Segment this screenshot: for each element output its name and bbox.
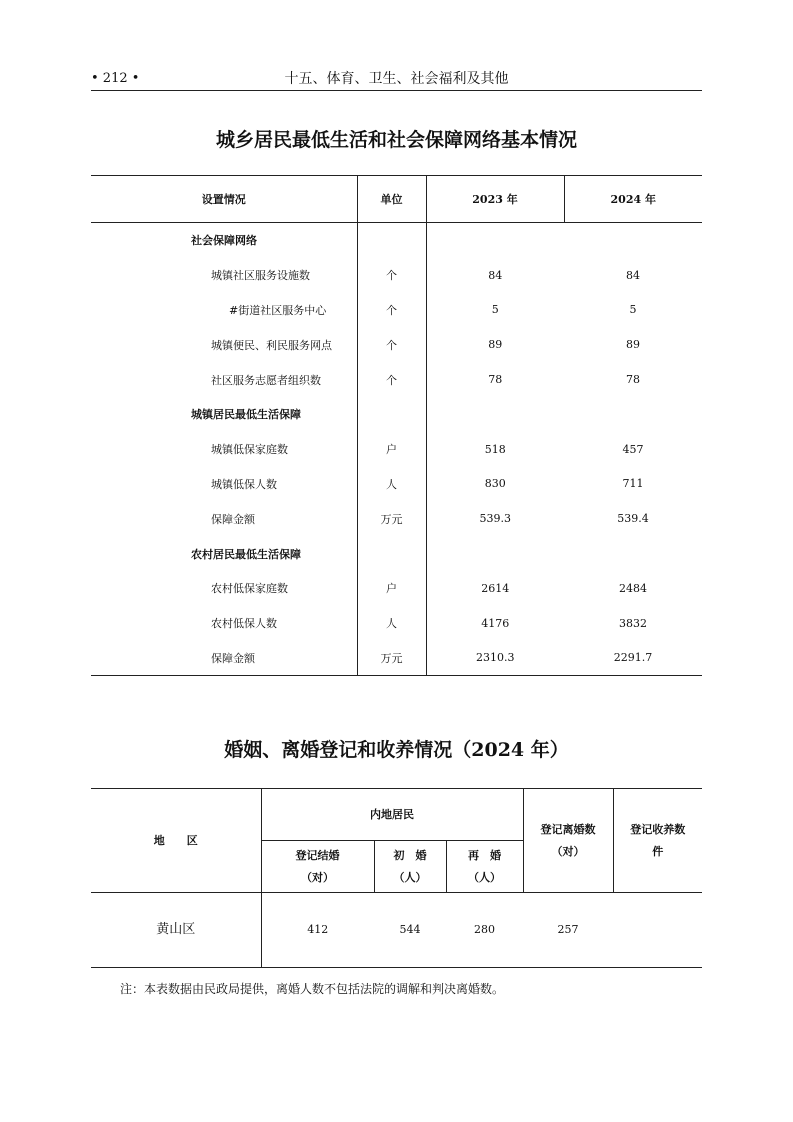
- row-2024: 539.4: [617, 512, 649, 526]
- col-header-2024: 2024 年: [564, 176, 702, 223]
- row-label: 农村低保家庭数: [91, 571, 357, 606]
- marriage-table: [91, 788, 702, 968]
- row-2023: [426, 536, 564, 571]
- col-header-region: 地 区: [91, 789, 261, 893]
- row-unit: 个: [357, 258, 426, 293]
- table-row: [91, 893, 702, 968]
- col-header-divorce: [523, 789, 613, 893]
- row-unit: 个: [357, 327, 426, 362]
- row-2024: 711: [622, 477, 644, 491]
- row-2023: 5: [491, 303, 499, 317]
- table1-header-row: [91, 176, 702, 223]
- table-row: [91, 467, 702, 502]
- row-unit: [357, 397, 426, 432]
- row-label: 保障金额: [91, 501, 357, 536]
- row-2023: 2614: [481, 581, 510, 595]
- divorce-unit: （对）: [551, 844, 585, 858]
- row-2024: 3832: [619, 616, 647, 630]
- cell-divorce: 257: [557, 923, 579, 936]
- row-label: 城镇低保家庭数: [91, 432, 357, 467]
- col-header-2023: 2023 年: [426, 176, 564, 223]
- first-marriage-label: 初 婚: [393, 848, 427, 862]
- row-2024: 84: [626, 268, 640, 282]
- row-2023: [426, 397, 564, 432]
- row-unit: 户: [357, 571, 426, 606]
- table-row: [91, 397, 702, 432]
- row-2024: 457: [622, 442, 644, 456]
- reg-marriage-label: 登记结婚: [295, 848, 340, 862]
- row-unit: 户: [357, 432, 426, 467]
- row-2023: 89: [488, 338, 503, 352]
- row-2023: 78: [488, 373, 503, 387]
- row-label: 社会保障网络: [91, 223, 357, 258]
- chapter-title: 十五、体育、卫生、社会福利及其他: [284, 71, 509, 87]
- cell-region: 黄山区: [91, 893, 261, 968]
- table-row: [91, 327, 702, 362]
- row-label: #街道社区服务中心: [91, 293, 357, 328]
- col-header-mainland: 内地居民: [261, 789, 523, 841]
- row-2024: [564, 536, 702, 571]
- row-2024: 5: [629, 303, 637, 317]
- table-row: [91, 362, 702, 397]
- col-header-remarriage: [446, 841, 523, 893]
- row-2024: 2484: [619, 581, 647, 595]
- remarriage-label: 再 婚: [468, 848, 501, 862]
- row-2024: 78: [626, 373, 640, 387]
- remarriage-unit: （人）: [468, 870, 501, 884]
- cell-first-marriage: 544: [399, 923, 421, 936]
- row-unit: 万元: [357, 641, 426, 676]
- adoption-unit: 件: [652, 844, 664, 858]
- row-2023: 539.3: [479, 512, 511, 526]
- table2-header-row: [91, 789, 702, 841]
- row-label: 城镇社区服务设施数: [91, 258, 357, 293]
- row-2023: 830: [484, 477, 506, 491]
- table-row: [91, 606, 702, 641]
- row-2024: 89: [626, 338, 640, 352]
- table1-title: 城乡居民最低生活和社会保障网络基本情况: [215, 129, 577, 151]
- row-unit: 人: [357, 606, 426, 641]
- row-2023: 2310.3: [476, 651, 515, 665]
- table-row: [91, 258, 702, 293]
- row-unit: 人: [357, 467, 426, 502]
- row-2023: 518: [484, 442, 506, 456]
- col-header-unit: 单位: [357, 176, 426, 223]
- row-2024: [564, 397, 702, 432]
- row-2024: [564, 223, 702, 258]
- cell-remarriage: 280: [474, 923, 495, 936]
- col-header-setting: 设置情况: [91, 176, 357, 223]
- row-unit: 万元: [357, 501, 426, 536]
- row-label: 城镇便民、利民服务网点: [91, 327, 357, 362]
- page-number: • 212 •: [91, 71, 140, 86]
- col-header-first-marriage: [374, 841, 446, 893]
- row-label: 城镇居民最低生活保障: [91, 397, 357, 432]
- col-header-reg-marriage: [261, 841, 374, 893]
- row-2023: [426, 223, 564, 258]
- col-header-adoption: [613, 789, 702, 893]
- divorce-label: 登记离婚数: [540, 822, 596, 836]
- row-2023: 4176: [481, 616, 510, 630]
- row-unit: [357, 536, 426, 571]
- first-marriage-unit: （人）: [393, 870, 427, 884]
- row-label: 保障金额: [91, 641, 357, 676]
- page-header: [91, 70, 702, 91]
- footnote: 注：本表数据由民政局提供，离婚人数不包括法院的调解和判决离婚数。: [120, 982, 505, 996]
- row-unit: [357, 223, 426, 258]
- reg-marriage-unit: （对）: [301, 870, 334, 884]
- row-2023: 84: [488, 268, 503, 282]
- row-unit: 个: [357, 362, 426, 397]
- table-row: [91, 501, 702, 536]
- row-label: 社区服务志愿者组织数: [91, 362, 357, 397]
- table-row: [91, 293, 702, 328]
- cell-reg-marriage: 412: [307, 923, 329, 936]
- table-row: [91, 536, 702, 571]
- adoption-label: 登记收养数: [630, 822, 686, 836]
- social-security-table: [91, 175, 702, 676]
- row-label: 城镇低保人数: [91, 467, 357, 502]
- table-row: [91, 641, 702, 676]
- table-row: [91, 571, 702, 606]
- table-row: [91, 223, 702, 258]
- table-row: [91, 432, 702, 467]
- row-2024: 2291.7: [613, 651, 653, 665]
- table2-title: 婚姻、离婚登记和收养情况（2024 年）: [224, 739, 569, 761]
- row-label: 农村居民最低生活保障: [91, 536, 357, 571]
- row-label: 农村低保人数: [91, 606, 357, 641]
- row-unit: 个: [357, 293, 426, 328]
- cell-adoption: [613, 893, 702, 968]
